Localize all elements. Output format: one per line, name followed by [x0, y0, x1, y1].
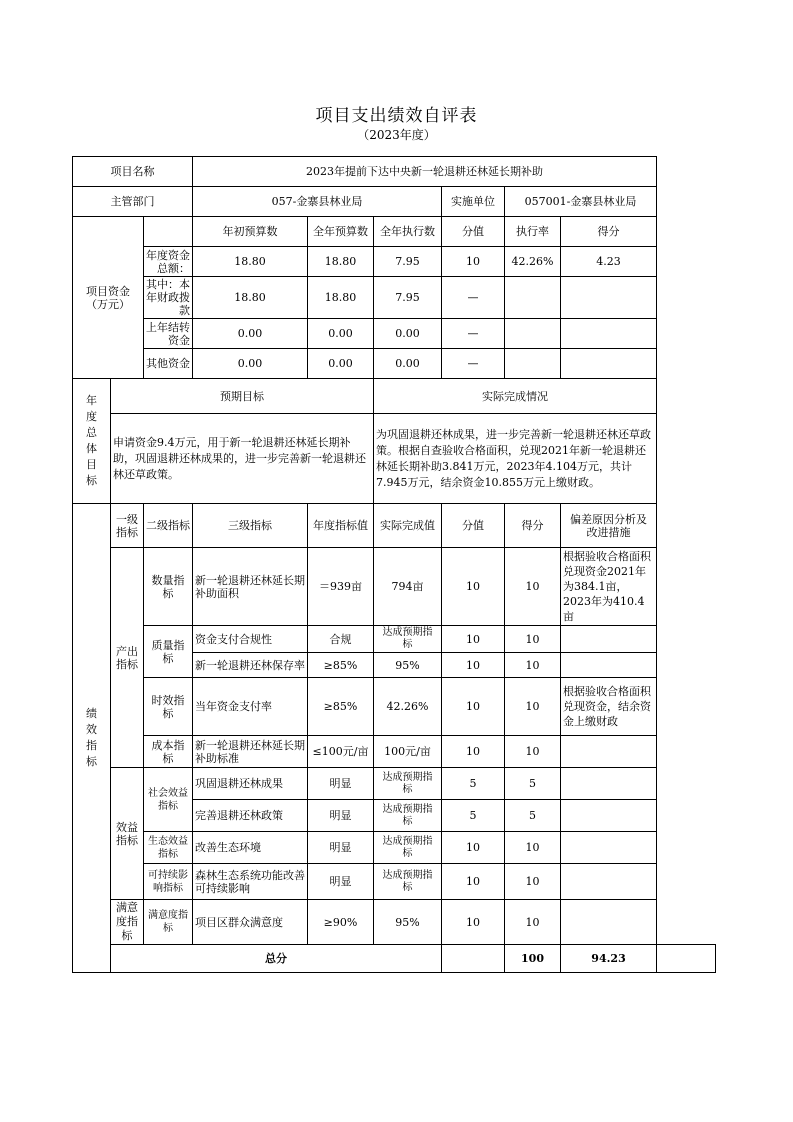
indicator-target: 明显	[308, 832, 374, 864]
page-subtitle: （2023年度）	[357, 128, 436, 142]
total-score: 94.23	[561, 945, 657, 973]
project-name-value: 2023年提前下达中央新一轮退耕还林延长期补助	[193, 157, 657, 187]
indicator-score-value: 10	[442, 678, 505, 736]
indicator-remark	[561, 900, 657, 945]
indicator-actual: 95%	[374, 653, 442, 678]
indicator-score: 5	[505, 768, 561, 800]
indicator-name: 新一轮退耕还林保存率	[193, 653, 308, 678]
actual-goal-text: 为巩固退耕还林成果，进一步完善新一轮退耕还林还草政策。根据自查验收合格面积，兑现2021年新一轮退耕还林延长期补助3.841万元，2023年4.104万元，共计7.945万元，结余资金10.855万元上缴财政。	[374, 414, 657, 504]
actual-goal-header: 实际完成情况	[374, 379, 657, 414]
indicator-score-value: 10	[442, 864, 505, 900]
total-remark	[657, 945, 716, 973]
indicator-actual: 794亩	[374, 548, 442, 626]
indicator-score-value: 10	[442, 832, 505, 864]
indicator-remark	[561, 653, 657, 678]
funds-row-label: 年度资金总额：	[144, 247, 193, 277]
expected-goal-header: 预期目标	[111, 379, 374, 414]
funds-cell: 0.00	[308, 319, 374, 349]
funds-header-cell: 年初预算数	[193, 217, 308, 247]
funds-header-cell: 全年执行数	[374, 217, 442, 247]
header-remark: 偏差原因分析及 改进措施	[561, 504, 657, 548]
indicator-remark	[561, 832, 657, 864]
indicator-score-value: 10	[442, 900, 505, 945]
header-actual: 实际完成值	[374, 504, 442, 548]
funds-cell: 0.00	[193, 349, 308, 379]
funds-cell: 0.00	[308, 349, 374, 379]
level1-output: 产出 指标	[111, 548, 144, 768]
indicator-remark	[561, 626, 657, 653]
page-title: 项目支出绩效自评表	[315, 106, 478, 126]
indicator-score: 10	[505, 548, 561, 626]
total-blank	[442, 945, 505, 973]
indicator-actual: 达成预期指 标	[374, 800, 442, 832]
header-level2: 二级指标	[144, 504, 193, 548]
indicator-actual: 42.26%	[374, 678, 442, 736]
level2-sustainable: 可持续影 响指标	[144, 864, 193, 900]
indicator-target: 明显	[308, 800, 374, 832]
indicator-actual: 达成预期指 标	[374, 626, 442, 653]
funds-cell: 7.95	[374, 247, 442, 277]
header-level1: 一级 指标	[111, 504, 144, 548]
indicator-remark	[561, 800, 657, 832]
indicator-score: 10	[505, 832, 561, 864]
indicator-score-value: 10	[442, 548, 505, 626]
funds-cell: 18.80	[193, 277, 308, 319]
project-name-label: 项目名称	[73, 157, 193, 187]
indicator-name: 新一轮退耕还林延长期补助标准	[193, 736, 308, 768]
indicator-score-value: 5	[442, 768, 505, 800]
funds-cell: —	[442, 319, 505, 349]
indicator-target: ≥90%	[308, 900, 374, 945]
unit-value: 057001-金寨县林业局	[505, 187, 657, 217]
indicator-target: ≥85%	[308, 653, 374, 678]
indicator-score: 10	[505, 653, 561, 678]
indicator-name: 改善生态环境	[193, 832, 308, 864]
indicator-name: 当年资金支付率	[193, 678, 308, 736]
indicator-score: 10	[505, 864, 561, 900]
indicator-actual: 达成预期指 标	[374, 768, 442, 800]
level2-quality: 质量指 标	[144, 626, 193, 678]
indicator-name: 资金支付合规性	[193, 626, 308, 653]
funds-cell	[561, 319, 657, 349]
indicator-target: ≤100元/亩	[308, 736, 374, 768]
indicator-target: ＝939亩	[308, 548, 374, 626]
indicator-name: 新一轮退耕还林延长期补助面积	[193, 548, 308, 626]
indicator-score-value: 10	[442, 626, 505, 653]
indicator-name: 巩固退耕还林成果	[193, 768, 308, 800]
indicator-score-value: 10	[442, 653, 505, 678]
indicator-name: 森林生态系统功能改善可持续影响	[193, 864, 308, 900]
indicator-score: 10	[505, 626, 561, 653]
indicator-target: 合规	[308, 626, 374, 653]
dept-label: 主管部门	[73, 187, 193, 217]
indicator-remark	[561, 768, 657, 800]
indicator-target: 明显	[308, 864, 374, 900]
level2-cost: 成本指 标	[144, 736, 193, 768]
indicator-actual: 95%	[374, 900, 442, 945]
funds-cell: 10	[442, 247, 505, 277]
indicator-remark	[561, 864, 657, 900]
indicator-score: 10	[505, 900, 561, 945]
funds-row-label: 上年结转资金	[144, 319, 193, 349]
level2-timeliness: 时效指 标	[144, 678, 193, 736]
indicator-actual: 达成预期指 标	[374, 832, 442, 864]
indicator-score-value: 5	[442, 800, 505, 832]
level1-benefit: 效益 指标	[111, 768, 144, 900]
funds-cell: 18.80	[308, 277, 374, 319]
funds-cell	[561, 349, 657, 379]
indicators-section-label: 绩 效 指 标	[73, 504, 111, 973]
header-score-value: 分值	[442, 504, 505, 548]
indicator-score: 5	[505, 800, 561, 832]
funds-cell	[505, 277, 561, 319]
header-level3: 三级指标	[193, 504, 308, 548]
funds-cell	[505, 349, 561, 379]
funds-header-cell: 分值	[442, 217, 505, 247]
funds-cell: —	[442, 349, 505, 379]
indicator-name: 完善退耕还林政策	[193, 800, 308, 832]
funds-cell: —	[442, 277, 505, 319]
unit-label: 实施单位	[442, 187, 505, 217]
indicator-target: ≥85%	[308, 678, 374, 736]
level2-quantity: 数量指 标	[144, 548, 193, 626]
funds-header-cell: 执行率	[505, 217, 561, 247]
indicator-remark: 根据验收合格面积兑现资金，结余资金上缴财政	[561, 678, 657, 736]
indicator-actual: 达成预期指 标	[374, 864, 442, 900]
funds-label: 项目资金 （万元）	[73, 217, 144, 379]
indicator-remark	[561, 736, 657, 768]
level2-satisfaction: 满意度指 标	[144, 900, 193, 945]
header-target: 年度指标值	[308, 504, 374, 548]
total-label: 总分	[111, 945, 442, 973]
funds-cell: 0.00	[374, 319, 442, 349]
indicator-target: 明显	[308, 768, 374, 800]
goals-section-label: 年 度 总 体 目 标	[73, 379, 111, 504]
indicator-score: 10	[505, 678, 561, 736]
indicator-remark: 根据验收合格面积兑现资金2021年为384.1亩，2023年为410.4亩	[561, 548, 657, 626]
header-score: 得分	[505, 504, 561, 548]
funds-row-label: 其他资金	[144, 349, 193, 379]
funds-header-cell: 得分	[561, 217, 657, 247]
total-score-value: 100	[505, 945, 561, 973]
indicator-actual: 100元/亩	[374, 736, 442, 768]
funds-cell: 0.00	[374, 349, 442, 379]
funds-cell	[561, 277, 657, 319]
level1-satisfaction: 满意 度指 标	[111, 900, 144, 945]
level2-ecological: 生态效益 指标	[144, 832, 193, 864]
funds-cell: 18.80	[193, 247, 308, 277]
funds-cell: 42.26%	[505, 247, 561, 277]
expected-goal-text: 申请资金9.4万元，用于新一轮退耕还林延长期补助，巩固退耕还林成果的，进一步完善新一轮退耕还林还草政策。	[111, 414, 374, 504]
funds-cell: 4.23	[561, 247, 657, 277]
funds-cell: 0.00	[193, 319, 308, 349]
funds-cell: 7.95	[374, 277, 442, 319]
evaluation-table	[72, 156, 716, 973]
funds-cell	[505, 319, 561, 349]
funds-header-cell: 全年预算数	[308, 217, 374, 247]
indicator-score-value: 10	[442, 736, 505, 768]
indicator-score: 10	[505, 736, 561, 768]
funds-row-label: 其中：本年财政拨款	[144, 277, 193, 319]
dept-value: 057-金寨县林业局	[193, 187, 442, 217]
funds-cell: 18.80	[308, 247, 374, 277]
indicator-name: 项目区群众满意度	[193, 900, 308, 945]
level2-social: 社会效益 指标	[144, 768, 193, 832]
